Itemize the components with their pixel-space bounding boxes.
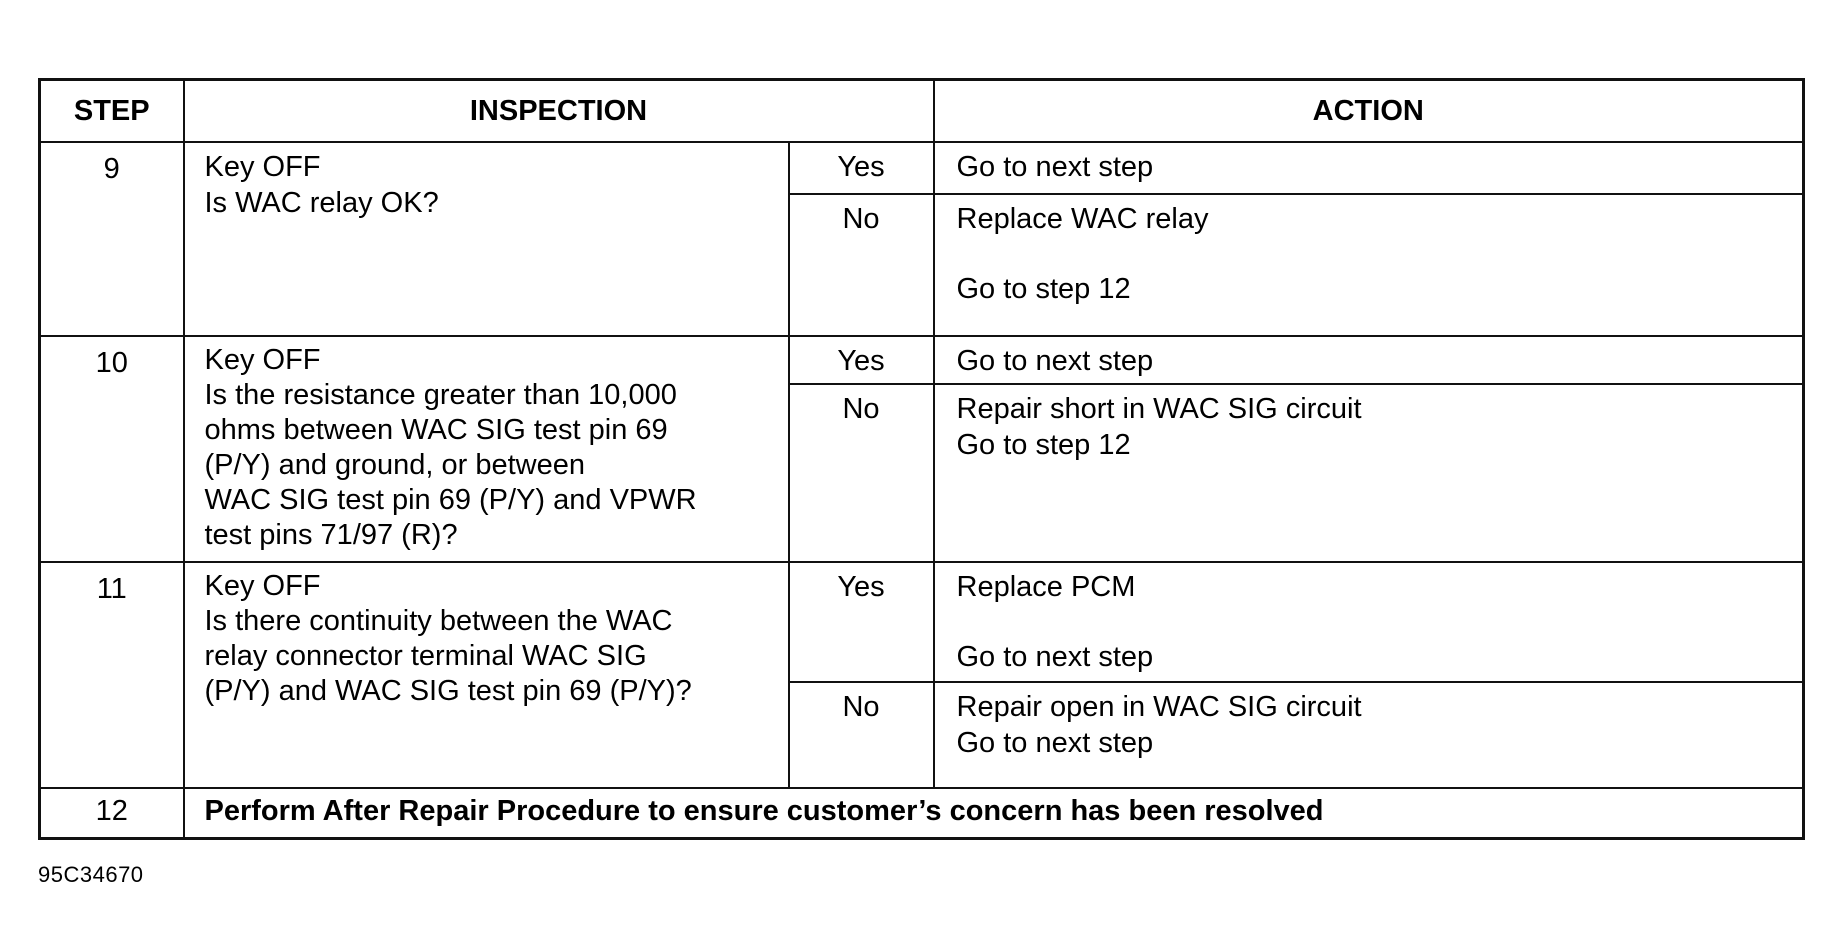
step-number: 12 (40, 788, 184, 838)
inspection-line: Is the resistance greater than 10,000 (204, 379, 677, 411)
yes-label: Yes (789, 336, 934, 384)
step-number: 10 (40, 336, 184, 562)
inspection-line: Key OFF (204, 344, 321, 376)
action-line: Go to next step (956, 345, 1154, 377)
inspection-line: relay connector terminal WAC SIG (204, 640, 647, 672)
action-line: Replace PCM (956, 571, 1136, 603)
action-line: Go to next step (956, 727, 1154, 759)
table-row (40, 142, 1804, 194)
no-label: No (789, 194, 934, 336)
inspection-line: Key OFF (204, 570, 321, 602)
inspection-line: Key OFF (204, 151, 321, 183)
yes-action (934, 336, 1804, 384)
yes-label: Yes (789, 562, 934, 682)
no-label: No (789, 384, 934, 562)
header-action: ACTION (934, 80, 1804, 143)
no-action (934, 194, 1804, 336)
no-action (934, 682, 1804, 788)
header-step: STEP (40, 80, 184, 143)
action-line: Go to step 12 (956, 429, 1131, 461)
header-inspection: INSPECTION (184, 80, 934, 143)
action-line: Repair short in WAC SIG circuit (956, 393, 1362, 425)
table-row (40, 336, 1804, 384)
no-action (934, 384, 1804, 562)
step-number: 9 (40, 142, 184, 336)
table-header-row (40, 80, 1804, 143)
action-line: Repair open in WAC SIG circuit (956, 691, 1362, 723)
diagnostic-table (38, 78, 1805, 840)
action-line: Go to next step (956, 151, 1154, 183)
inspection-line: Is WAC relay OK? (204, 187, 439, 219)
figure-id: 95C34670 (38, 862, 144, 887)
inspection-line: ohms between WAC SIG test pin 69 (204, 414, 668, 446)
table-row (40, 788, 1804, 838)
action-spacer (957, 237, 1791, 271)
yes-label: Yes (789, 142, 934, 194)
inspection-line: (P/Y) and WAC SIG test pin 69 (P/Y)? (204, 675, 692, 707)
final-instruction: Perform After Repair Procedure to ensure customer’s concern has been resolved (184, 788, 1804, 838)
inspection-line: test pins 71/97 (R)? (204, 519, 458, 551)
inspection-text (184, 562, 789, 788)
inspection-line: Is there continuity between the WAC (204, 605, 673, 637)
action-line: Go to step 12 (956, 273, 1131, 305)
inspection-line: (P/Y) and ground, or between (204, 449, 585, 481)
yes-action (934, 562, 1804, 682)
action-spacer (957, 605, 1791, 639)
yes-action (934, 142, 1804, 194)
inspection-line: WAC SIG test pin 69 (P/Y) and VPWR (204, 484, 697, 516)
inspection-text (184, 142, 789, 336)
inspection-text (184, 336, 789, 562)
no-label: No (789, 682, 934, 788)
action-line: Replace WAC relay (956, 203, 1209, 235)
table-row (40, 562, 1804, 682)
action-line: Go to next step (956, 641, 1154, 673)
step-number: 11 (40, 562, 184, 788)
